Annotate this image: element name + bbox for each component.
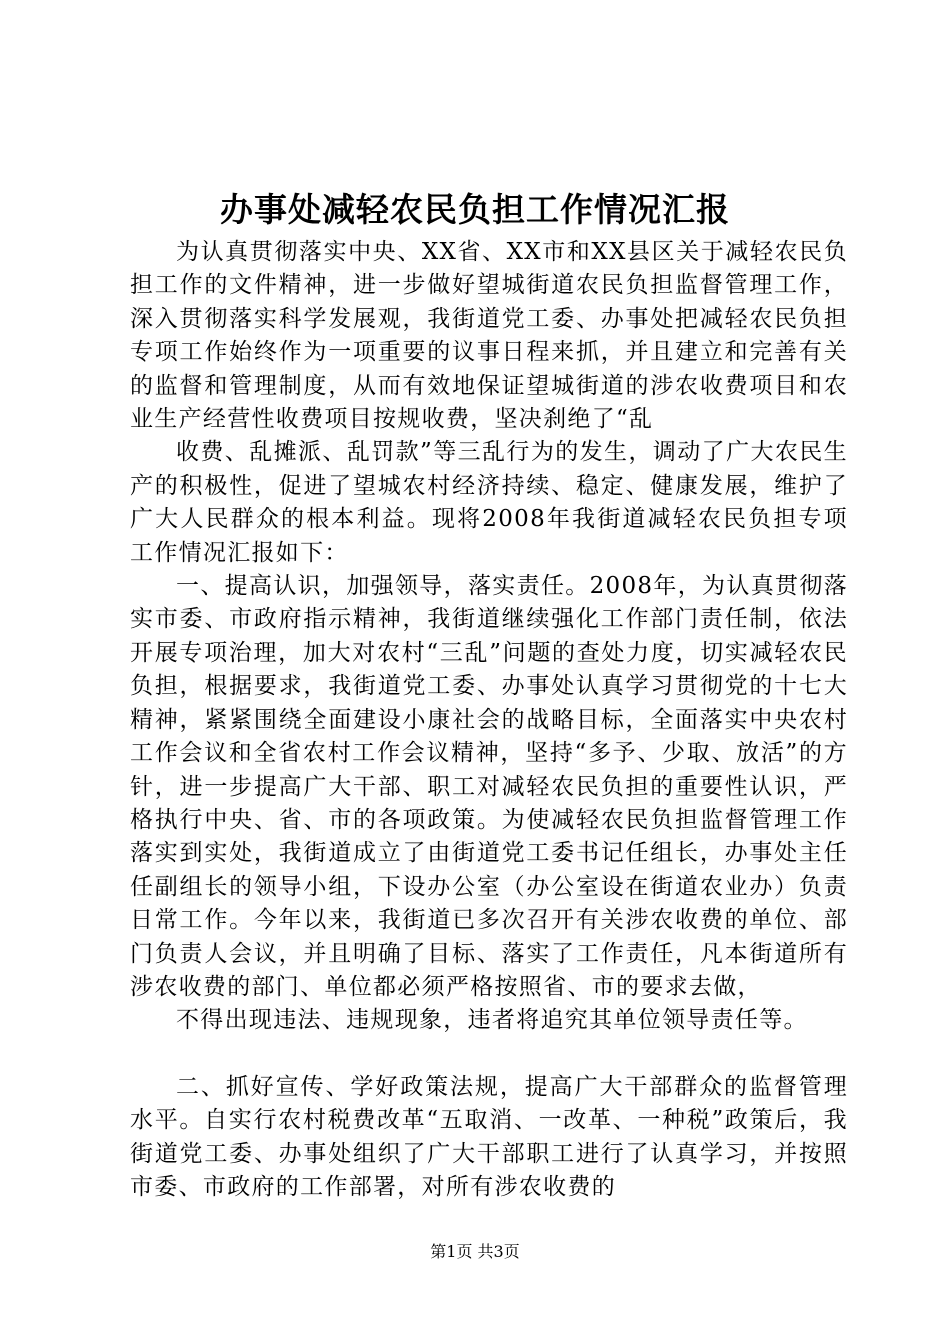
paragraph-intro: 为认真贯彻落实中央、XX省、XX市和XX县区关于减轻农民负担工作的文件精神，进一步做好望城街道农民负担监督管理工作，深入贯彻落实科学发展观，我街道党工委、办事处把减轻农民负担专项工作始终作为一项重要的议事日程来抓，并且建立和完善有关的监督和管理制度，从而有效地保证望城街道的涉农收费项目和农业生产经营性收费项目按规收费，坚决刹绝了“乱 [130, 239, 848, 433]
page-number-footer: 第1页 共3页 [430, 1242, 520, 1261]
paragraph-section-one: 一、提高认识，加强领导，落实责任。2008年，为认真贯彻落实市委、市政府指示精神，我街道继续强化工作部门责任制，依法开展专项治理，加大对农村“三乱”问题的查处力度，切实减轻农民负担，根据要求，我街道党工委、办事处认真学习贯彻党的十七大精神，紧紧围绕全面建设小康社会的战略目标，全面落实中央农村工作会议和全省农村工作会议精神，坚持“多予、少取、放活”的方针，进一步提高广大干部、职工对减轻农民负担的重要性认识，严格执行中央、省、市的各项政策。为使减轻农民负担监督管理工作落实到实处，我街道成立了由街道党工委书记任组长，办事处主任任副组长的领导小组，下设办公室（办公室设在街道农业办）负责日常工作。今年以来，我街道已多次召开有关涉农收费的单位、部门负责人会议，并且明确了目标、落实了工作责任，凡本街道所有涉农收费的部门、单位都必须严格按照省、市的要求去做， [130, 573, 848, 1000]
document-title: 办事处减轻农民负担工作情况汇报 [220, 190, 730, 229]
paragraph-intro-continued: 收费、乱摊派、乱罚款”等三乱行为的发生，调动了广大农民生产的积极性，促进了望城农村经济持续、稳定、健康发展，维护了广大人民群众的根本利益。现将2008年我街道减轻农民负担专项工作情况汇报如下： [130, 439, 848, 566]
paragraph-gap [130, 1038, 848, 1071]
paragraph-section-one-end: 不得出现违法、违规现象，违者将追究其单位领导责任等。 [176, 1007, 808, 1034]
paragraph-section-two: 二、抓好宣传、学好政策法规，提高广大干部群众的监督管理水平。自实行农村税费改革“五取消、一改革、一种税”政策后，我街道党工委、办事处组织了广大干部职工进行了认真学习，并按照市委、市政府的工作部署，对所有涉农收费的 [130, 1073, 848, 1200]
document-body [130, 236, 848, 1204]
